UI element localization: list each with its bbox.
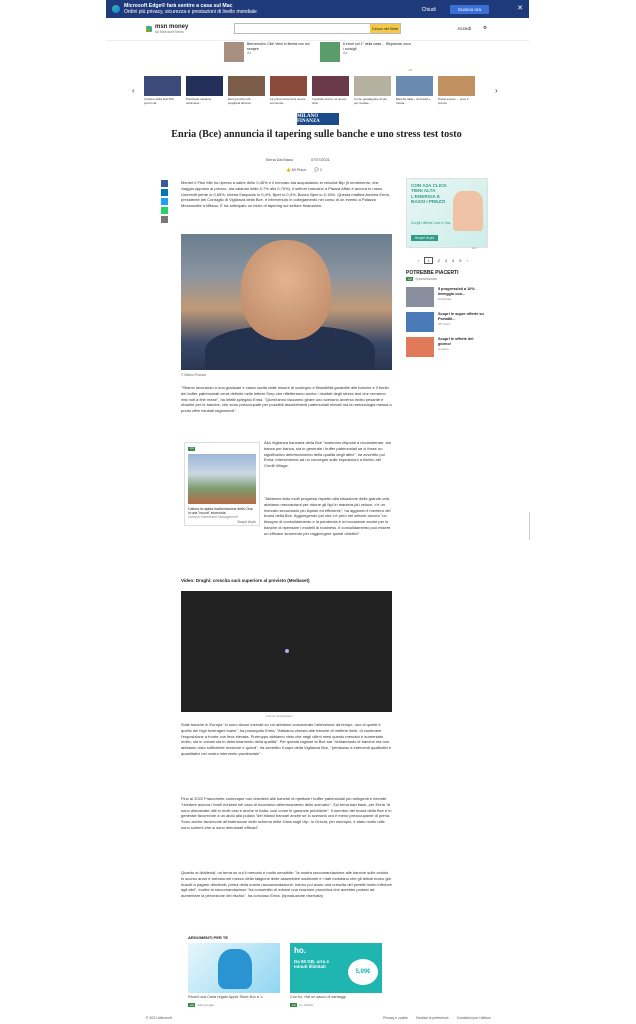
carousel-card[interactable]: Pacchetto vacanze settimana... xyxy=(186,76,223,108)
signin-link[interactable]: Accedi xyxy=(457,25,471,31)
inline-ad[interactable]: Ad Cattura la rapida trasformazione della Cina in una "nuova" economia. Invesco Investment Management Scopri di più xyxy=(184,442,260,526)
top-ad-2[interactable]: 6 errori sul 1° della carta ... Risparmia, ecco i consigli Ad xyxy=(320,42,412,72)
page-1[interactable]: 1 xyxy=(424,257,432,264)
bottom-ad-1-source: Ad A2A energia xyxy=(190,1003,214,1007)
carousel-card[interactable]: La prima Cina ha la nuova economia... xyxy=(270,76,307,108)
copyright: © 2021 Microsoft xyxy=(146,1016,172,1020)
ad-image xyxy=(453,191,483,231)
footer-link-preferences[interactable]: Gestisci le preferenze xyxy=(415,1016,449,1020)
close-icon[interactable]: ✕ xyxy=(517,5,523,12)
article-paragraph: Alla Vigilanza bancaria della Bce "saremmo disposti a riconsiderare, sia banca per banca, sia in generale i buffer patrimoniali se ci fosse un significativo deterioramento della qualità degli attivi", ha avvertito poi Enria, intervenendo ad un convegno sulle esposizioni a rischio del Credit Village. xyxy=(264,440,391,469)
site-header xyxy=(106,18,529,41)
footer-link-terms[interactable]: Condizioni per l'utilizzo xyxy=(456,1016,491,1020)
rail-item-image xyxy=(406,312,434,332)
video-player[interactable] xyxy=(181,591,392,712)
bottom-ad-1[interactable] xyxy=(188,943,280,993)
carousel-next-icon[interactable]: › xyxy=(495,86,498,95)
edge-logo-icon xyxy=(112,5,120,13)
rail-item-image xyxy=(406,337,434,357)
carousel-card[interactable]: Il grande ritorno, la nuova città... xyxy=(312,76,349,108)
bottom-ad-2[interactable]: ho. Da 50 GB, urra e minuti illimitati 5,99€ xyxy=(290,943,382,993)
twitter-icon[interactable] xyxy=(161,198,168,205)
chevron-right-icon[interactable]: › xyxy=(466,258,468,263)
edge-promo-bar xyxy=(106,0,529,18)
publish-date: 07/07/2021 xyxy=(310,158,330,162)
edge-subtitle: Ordini più privacy, sicurezza e prestazioni di livello mondiale xyxy=(124,9,257,15)
left-gutter xyxy=(0,0,106,1024)
rail-pager xyxy=(418,257,468,264)
footer xyxy=(146,1016,491,1020)
whatsapp-icon[interactable] xyxy=(161,207,168,214)
rail-ad[interactable]: CON A2A CLICK TIENI ALTA L'ENERGIA E BASSI I PREZZI Scegli l'offerta Luce e Gas Scopri di più xyxy=(406,178,488,248)
rail-item[interactable]: Scopri le offerte del giorno! Amazon xyxy=(406,337,486,357)
video-title: Video: Draghi: crescita sarà superiore al previsto (Mediaset) xyxy=(181,578,310,583)
sponsored-label: Ad Sponsorizzato xyxy=(408,277,437,281)
carousel-card[interactable]: Banche Italia - Unicredit e Intesa... xyxy=(396,76,433,108)
news-carousel xyxy=(144,76,512,108)
article-paragraph: Mentre il Ftse Mib ha ripreso a salire dello 0,45% e il mercato sta acquistando in velocità Btp (il rendimento, che viaggia opposto al prezzo, sta calando dallo 0,7% allo 0,70%), il settore bancario a Piazza Affari è ancora in rosso. Unicredit perde lo 0,65%, Intesa Sanpaolo lo 0,4%, Bper lo 0,3%, Banco Bpm lo 0,15%. Questa mattina Andrea Enria, presidente del Consiglio di Vigilanza della Bce, è intervenuto in collegamento nel corso di un evento a Palazzo Mezzanotte a Milano. E ha anticipato un inizio di tapering sul settore finanziario. xyxy=(181,180,390,209)
thumb-up-icon: 👍 xyxy=(286,168,291,172)
byline xyxy=(266,158,330,162)
linkedin-icon[interactable] xyxy=(161,189,168,196)
publisher-logo[interactable]: MILANO FINANZA xyxy=(297,113,339,125)
bottom-ad-2-caption[interactable]: Con ho. Hai un sacco di vantaggi xyxy=(290,995,346,999)
carousel-card[interactable]: Potrai essere ... ecco il prezzo xyxy=(438,76,475,108)
comment-icon: 💬 xyxy=(314,168,320,172)
page-4[interactable]: 4 xyxy=(452,258,455,263)
rail-item[interactable]: Scopri le super offerte su Portatili... HP Store xyxy=(406,312,486,332)
bottom-ad-1-caption[interactable]: Ricarii una Carta regalo Apple Store fino a 1... xyxy=(188,995,266,999)
ad-image xyxy=(218,949,252,989)
article-paragraph: "Abbiamo fatto molti progressi rispetto alla situazione della grande crisi, abbiamo meccanismi per ridurre gli Npl in maniera più veloce, c'è un mercato secondario più liquido ed efficiente", ha aggiunto il membro del board della Bce. Aggiungendo poi che c'è però nel settore ancora "un bisogno di consolidamento e la pandemia è un'occasione anche per le banche di ripensare i modelli di business. Il consolidamento può essere un efficace strumento per raggiungere questi obiettivi". xyxy=(264,496,391,536)
edge-dismiss-link[interactable]: Chiudi xyxy=(421,6,436,13)
page-2[interactable]: 2 xyxy=(437,258,440,263)
gear-icon[interactable]: ⚙ xyxy=(482,25,487,30)
rail-ad-cta[interactable]: Scopri di più xyxy=(411,235,438,241)
ad-image xyxy=(224,42,244,62)
rail-item[interactable]: 5 progressisti a 10% . Intreggio con... Pubblicità xyxy=(406,287,486,307)
photo-caption: © Milano Finanza xyxy=(181,373,206,377)
bottom-heading: ARGOMENTI PER TE xyxy=(188,935,229,940)
comments-button[interactable]: 💬 2 xyxy=(314,168,323,172)
article-paragraph: "Stiamo lavorando a una graduale e cauta uscita dalle misure di sostegno e flessibilità garantite alle banche e il livello dei buffer patrimoniali verrà definito nelle lettere Srep che rifletteranno anche i risultati degli stress test che verranno resi noti a fine mese", ha infatti spiegato Enria. "Quest'anno facciamo girare uno scenario avverso molto pesante e ribadire per le banche, che sono preoccupate per possibili assorbimenti patrimoniali elevati ma la metodologia messa a punto offre risultati ragionevoli". xyxy=(181,385,392,414)
ad-label: Ad xyxy=(472,246,476,250)
article-photo[interactable] xyxy=(181,234,392,370)
page-3[interactable]: 3 xyxy=(444,258,448,263)
author[interactable]: Elena Dal Maso xyxy=(266,158,293,162)
right-gutter xyxy=(529,0,636,1024)
rail-heading: POTREBBE PIACERTI xyxy=(406,270,459,276)
share-bar xyxy=(161,180,168,223)
search-button[interactable]: Cerca nel Web xyxy=(371,26,399,31)
footer-link-privacy[interactable]: Privacy e cookie xyxy=(383,1016,408,1020)
article-actions xyxy=(286,167,322,172)
bottom-ad-2-source: Ad ho. Mobile xyxy=(292,1003,314,1007)
facebook-icon[interactable] xyxy=(161,180,168,187)
ad-label: Ad xyxy=(408,68,412,72)
email-icon[interactable] xyxy=(161,216,168,223)
butterfly-icon xyxy=(146,26,152,32)
msn-logo[interactable]: msn money da Microsoft News xyxy=(146,24,188,34)
article-paragraph: Quanto ai dividendi, un tema su cui il mercato è molto sensibile: "la nostra raccomandazione alle banche sulle cedole in scorso anno è arrivata nel mezzo della stagione delle assemblee societarie e i dati mostrano che gli istituti erano già riusciti a pagare dividendi; prima della nostra raccomandazione, hanno poi avuto una crescita dei prestiti molto inferiore agli altri". Inoltre la raccomandazione "ha consentito di evitare una reazione prociclica che avrebbe portato ad aumentare la percezione del rischio", ha concluso Enria. (riproduzione riservata) xyxy=(181,870,393,899)
article-paragraph: Fino al 2022 Francoforte comunque non chiederà alle banche di ripettare i buffer patrimoniali più stringenti e intende "rivedere ancora i livelli richiesti nel caso di eccessivo deterioramento dello scenario". Sul tema bad bank, per Enria "si sono dimostrate utili in molti casi e anche in Italia, così come le garanzie pubbliche". Il membro del board della Bce è in generale favorevole a un aiuto alla pulizia "dei bilanci bancari anche se lo scenario ora è meno preoccupante di prima. Sono anche favorevole all'estensione dello schema delle Gacs sugli Utp. In Grecia, per esempio, è stato molto utile sono schemi che si sono dimostrati efficaci". xyxy=(181,796,392,830)
page-frame xyxy=(106,0,529,1024)
carousel-card[interactable]: Il ritorno della Fiat 500 pronti via... xyxy=(144,76,181,108)
loading-spinner-icon xyxy=(285,649,289,653)
search-box xyxy=(234,23,401,34)
carousel-card[interactable]: Ecco perché tutti ... spaghetti all'uovo xyxy=(228,76,265,108)
article-paragraph: Sulle banche in Europa "ci sono alcuni mercati su cui abbiamo concentrato l'attenzione da tempo, uno di questi è quello dei high leveraged loans", ha proseguito Enria. "Abbiamo chiesto alle banche di mettere limiti, di contenere l'esposizione a fronte con leva elevata. Purtroppo abbiamo visto che negli ultimi mesi questo mercato è aumentato molto, sia in volumi sia in deterioramento della qualità". Per questa ragione la Bce sta "richiamando le banche ma non abbiamo visto sufficiente reazione e quindi", ha avvertito il capo della Vigilanza Bce, "pensiamo a interventi qualitativi e quantitativi nel nostro intervento prudenziale". xyxy=(181,722,391,756)
edge-download-button[interactable]: Scarica ora xyxy=(450,5,489,14)
chevron-left-icon[interactable]: ‹ xyxy=(418,258,420,263)
carousel-prev-icon[interactable]: ‹ xyxy=(132,86,135,95)
page-5[interactable]: 5 xyxy=(459,258,462,263)
article-title: Enria (Bce) annuncia il tapering sulle banche e uno stress test tosto xyxy=(171,129,462,140)
ad-image xyxy=(320,42,340,62)
top-ad-1[interactable]: Benvenuti in Cile! Vieni in libertà con noi sempre Ad xyxy=(224,42,316,72)
search-input[interactable] xyxy=(235,24,370,33)
top-ad-strip xyxy=(224,42,412,72)
carousel-card[interactable]: Come guadagnare di più per l'estate... xyxy=(354,76,391,108)
rail-item-image xyxy=(406,287,434,307)
like-button[interactable]: 👍 Mi Piace xyxy=(286,168,307,172)
edge-title: Microsoft Edge® farà sentire a casa sul Mac xyxy=(124,3,233,9)
video-caption: Fornito da Mediaset xyxy=(266,714,293,718)
inline-ad-cta[interactable]: Scopri di più xyxy=(237,519,256,524)
